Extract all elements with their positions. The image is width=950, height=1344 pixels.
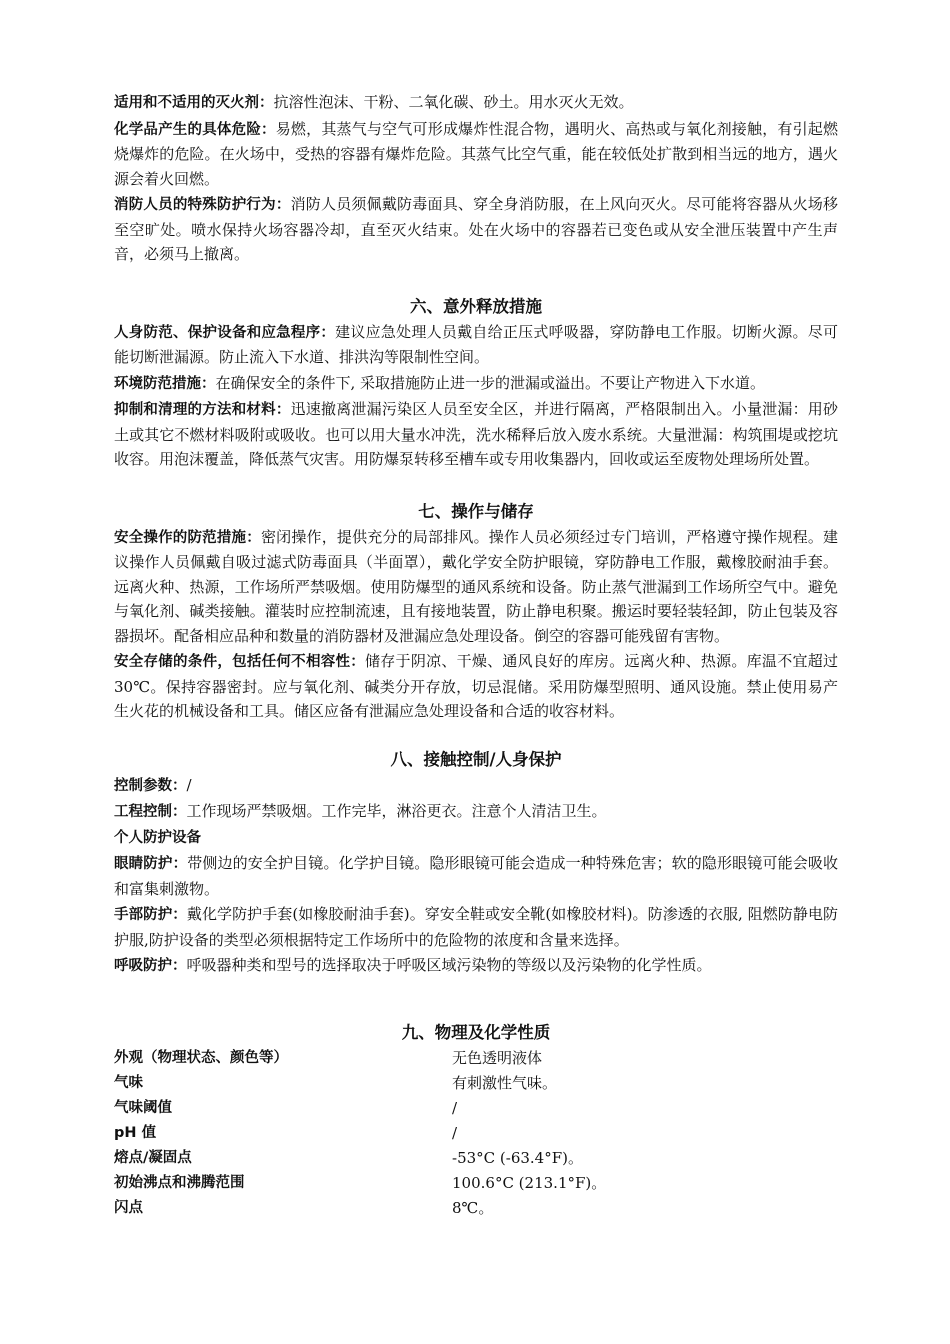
property-name: 气味阈值 [114,1099,172,1116]
property-row [114,1096,838,1121]
handling-text: 密闭操作，提供充分的局部排风。操作人员必须经过专门培训，严格遵守操作规程。建议操作人员佩戴自吸过滤式防毒面具（半面罩），戴化学安全防护眼镜，穿防静电工作服，戴橡胶耐油手套。远离火种、热源，工作场所严禁吸烟。使用防爆型的通风系统和设备。防止蒸气泄漏到工作场所空气中。避免与氧化剂、碱类接触。灌装时应控制流速，且有接地装置，防止静电积聚。搬运时要轻装轻卸，防止包装及容器损坏。配备相应品种和数量的消防器材及泄漏应急处理设备。倒空的容器可能残留有害物。 [114,527,839,645]
firefighter-para: 消防人员的特殊防护行为：消防人员须佩戴防毒面具、穿全身消防服，在上风向灭火。尽可能将容器从火场移至空旷处。喷水保持火场容器冷却，直至灭火结束。处在火场中的容器若已变色或从安全泄压装置中产生声音，必须马上撤离。 [114,195,839,263]
property-row [114,1071,838,1096]
section7-title: 七、操作与储存 [418,501,534,521]
ppe-heading: 个人防护设备 [114,829,201,846]
properties-table [114,1046,838,1221]
property-value: 有刺激性气味。 [452,1073,558,1092]
property-row [114,1171,838,1196]
storage-text: 储存于阴凉、干燥、通风良好的库房。远离火种、热源。库温不宜超过30℃。保持容器密封。应与氧化剂、碱类分开存放，切忌混储。采用防爆型照明、通风设施。禁止使用易产生火花的机械设备和工具。储区应备有泄漏应急处理设备和合适的收容材料。 [114,652,838,720]
env-label: 环境防范措施 [114,375,201,392]
property-value: 100.6°C (213.1°F)。 [452,1173,607,1192]
fire-hazard-para: 化学品产生的具体危险：易燃，其蒸气与空气可形成爆炸性混合物，遇明火、高热或与氧化剂接触，有引起燃烧爆炸的危险。在火场中，受热的容器有爆炸危险。其蒸气比空气重，能在较低处扩散到相当远的地方，遇火源会着火回燃。 [114,119,839,188]
eye-label: 眼睛防护 [114,856,173,872]
eye-text: 带侧边的安全护目镜。化学护目镜。隐形眼镜可能会造成一种特殊危害；软的隐形眼镜可能会吸收和富集刺激物。 [114,854,839,898]
property-row [114,1146,838,1171]
handling-label: 安全操作的防范措施 [114,529,247,546]
personal-text: 建议应急处理人员戴自给正压式呼吸器，穿防静电工作服。切断火源。尽可能切断泄漏源。防止流入下水道、排洪沟等限制性空间。 [114,322,838,366]
engineering-label: 工程控制 [114,804,172,820]
control-para: 控制参数：/ [114,775,192,794]
firefighter-label: 消防人员的特殊防护行为 [114,197,276,213]
control-label: 控制参数 [114,777,172,794]
section8-title: 八、接触控制/人身保护 [390,749,562,769]
personal-para: 人身防范、保护设备和应急程序：建议应急处理人员戴自给正压式呼吸器，穿防静电工作服。切断火源。尽可能切断泄漏源。防止流入下水道、排洪沟等限制性空间。 [114,322,838,366]
resp-label: 呼吸防护 [114,958,172,974]
property-row [114,1046,838,1071]
engineering-text: 工作现场严禁吸烟。工作完毕，淋浴更衣。注意个人清洁卫生。 [186,802,607,820]
property-name: pH 值 [114,1124,157,1141]
firefighter-text: 消防人员须佩戴防毒面具、穿全身消防服，在上风向灭火。尽可能将容器从火场移至空旷处。喷水保持火场容器冷却，直至灭火结束。处在火场中的容器若已变色或从安全泄压装置中产生声音，必须马上撤离。 [114,195,839,263]
property-name: 熔点/凝固点 [114,1149,192,1166]
property-name: 闪点 [114,1199,143,1216]
resp-text: 呼吸器种类和型号的选择取决于呼吸区域污染物的等级以及污染物的化学性质。 [186,956,712,974]
control-text: / [186,775,192,794]
handling-para: 安全操作的防范措施：密闭操作，提供充分的局部排风。操作人员必须经过专门培训，严格遵守操作规程。建议操作人员佩戴自吸过滤式防毒面具（半面罩），戴化学安全防护眼镜，穿防静电工作服，戴橡胶耐油手套。远离火种、热源，工作场所严禁吸烟。使用防爆型的通风系统和设备。防止蒸气泄漏到工作场所空气中。避免与氧化剂、碱类接触。灌装时应控制流速，且有接地装置，防止静电积聚。搬运时要轻装轻卸，防止包装及容器损坏。配备相应品种和数量的消防器材及泄漏应急处理设备。倒空的容器可能残留有害物。 [114,527,839,645]
hand-text: 戴化学防护手套(如橡胶耐油手套)。穿安全鞋或安全靴(如橡胶材料)。防渗透的衣服, 阻燃防静电防护服,防护设备的类型必须根据特定工作场所中的危险物的浓度和含量来选择。 [114,905,839,949]
cleanup-para: 抑制和清理的方法和材料：迅速撤离泄漏污染区人员至安全区，并进行隔离，严格限制出入。小量泄漏：用砂土或其它不燃材料吸附或吸收。也可以用大量水冲洗，洗水稀释后放入废水系统。大量泄漏：构筑围堤或挖坑收容。用泡沫覆盖，降低蒸气灾害。用防爆泵转移至槽车或专用收集器内，回收或运至废物处理场所处置。 [114,400,839,468]
section9-title: 九、物理及化学性质 [401,1022,551,1042]
property-name: 初始沸点和沸腾范围 [114,1174,245,1191]
env-text: 在确保安全的条件下, 采取措施防止进一步的泄漏或溢出。不要让产物进入下水道。 [215,373,766,392]
fire-extinguish-label: 适用和不适用的灭火剂 [114,95,259,111]
personal-label: 人身防范、保护设备和应急程序 [114,324,321,341]
sds-page [114,90,838,1221]
hand-label: 手部防护 [114,907,173,923]
fire-extinguish-text: 抗溶性泡沫、干粉、二氧化碳、砂土。用水灭火无效。 [273,93,634,111]
eye-para: 眼睛防护：带侧边的安全护目镜。化学护目镜。隐形眼镜可能会造成一种特殊危害；软的隐形眼镜可能会吸收和富集刺激物。 [114,854,839,898]
property-row [114,1121,838,1146]
resp-para: 呼吸防护：呼吸器种类和型号的选择取决于呼吸区域污染物的等级以及污染物的化学性质。 [114,956,712,974]
fire-extinguish-para: 适用和不适用的灭火剂：抗溶性泡沫、干粉、二氧化碳、砂土。用水灭火无效。 [114,93,634,111]
property-name: 外观（物理状态、颜色等） [114,1049,288,1066]
storage-label: 安全存储的条件，包括任何不相容性 [114,654,351,670]
property-value: 无色透明液体 [452,1048,543,1067]
cleanup-label: 抑制和清理的方法和材料 [114,402,276,418]
env-para: 环境防范措施：在确保安全的条件下, 采取措施防止进一步的泄漏或溢出。不要让产物进入下水道。 [114,373,766,392]
property-value: -53°C (-63.4°F)。 [452,1148,583,1167]
engineering-para: 工程控制：工作现场严禁吸烟。工作完毕，淋浴更衣。注意个人清洁卫生。 [114,802,607,820]
property-name: 气味 [114,1074,143,1091]
fire-hazard-label: 化学品产生的具体危险 [114,121,262,138]
hand-para: 手部防护：戴化学防护手套(如橡胶耐油手套)。穿安全鞋或安全靴(如橡胶材料)。防渗透的衣服, 阻燃防静电防护服,防护设备的类型必须根据特定工作场所中的危险物的浓度和含量来选择。 [114,905,839,949]
property-value: / [452,1098,458,1117]
section6-title: 六、意外释放措施 [410,296,542,316]
fire-hazard-text: 易燃，其蒸气与空气可形成爆炸性混合物，遇明火、高热或与氧化剂接触，有引起燃烧爆炸的危险。在火场中，受热的容器有爆炸危险。其蒸气比空气重，能在较低处扩散到相当远的地方，遇火源会着火回燃。 [114,119,839,188]
cleanup-text: 迅速撤离泄漏污染区人员至安全区，并进行隔离，严格限制出入。小量泄漏：用砂土或其它不燃材料吸附或吸收。也可以用大量水冲洗，洗水稀释后放入废水系统。大量泄漏：构筑围堤或挖坑收容。用泡沫覆盖，降低蒸气灾害。用防爆泵转移至槽车或专用收集器内，回收或运至废物处理场所处置。 [114,400,839,468]
property-row [114,1196,838,1221]
property-value: / [452,1123,458,1142]
storage-para: 安全存储的条件，包括任何不相容性：储存于阴凉、干燥、通风良好的库房。远离火种、热源。库温不宜超过30℃。保持容器密封。应与氧化剂、碱类分开存放，切忌混储。采用防爆型照明、通风设施。禁止使用易产生火花的机械设备和工具。储区应备有泄漏应急处理设备和合适的收容材料。 [114,652,838,720]
property-value: 8℃。 [452,1198,494,1217]
